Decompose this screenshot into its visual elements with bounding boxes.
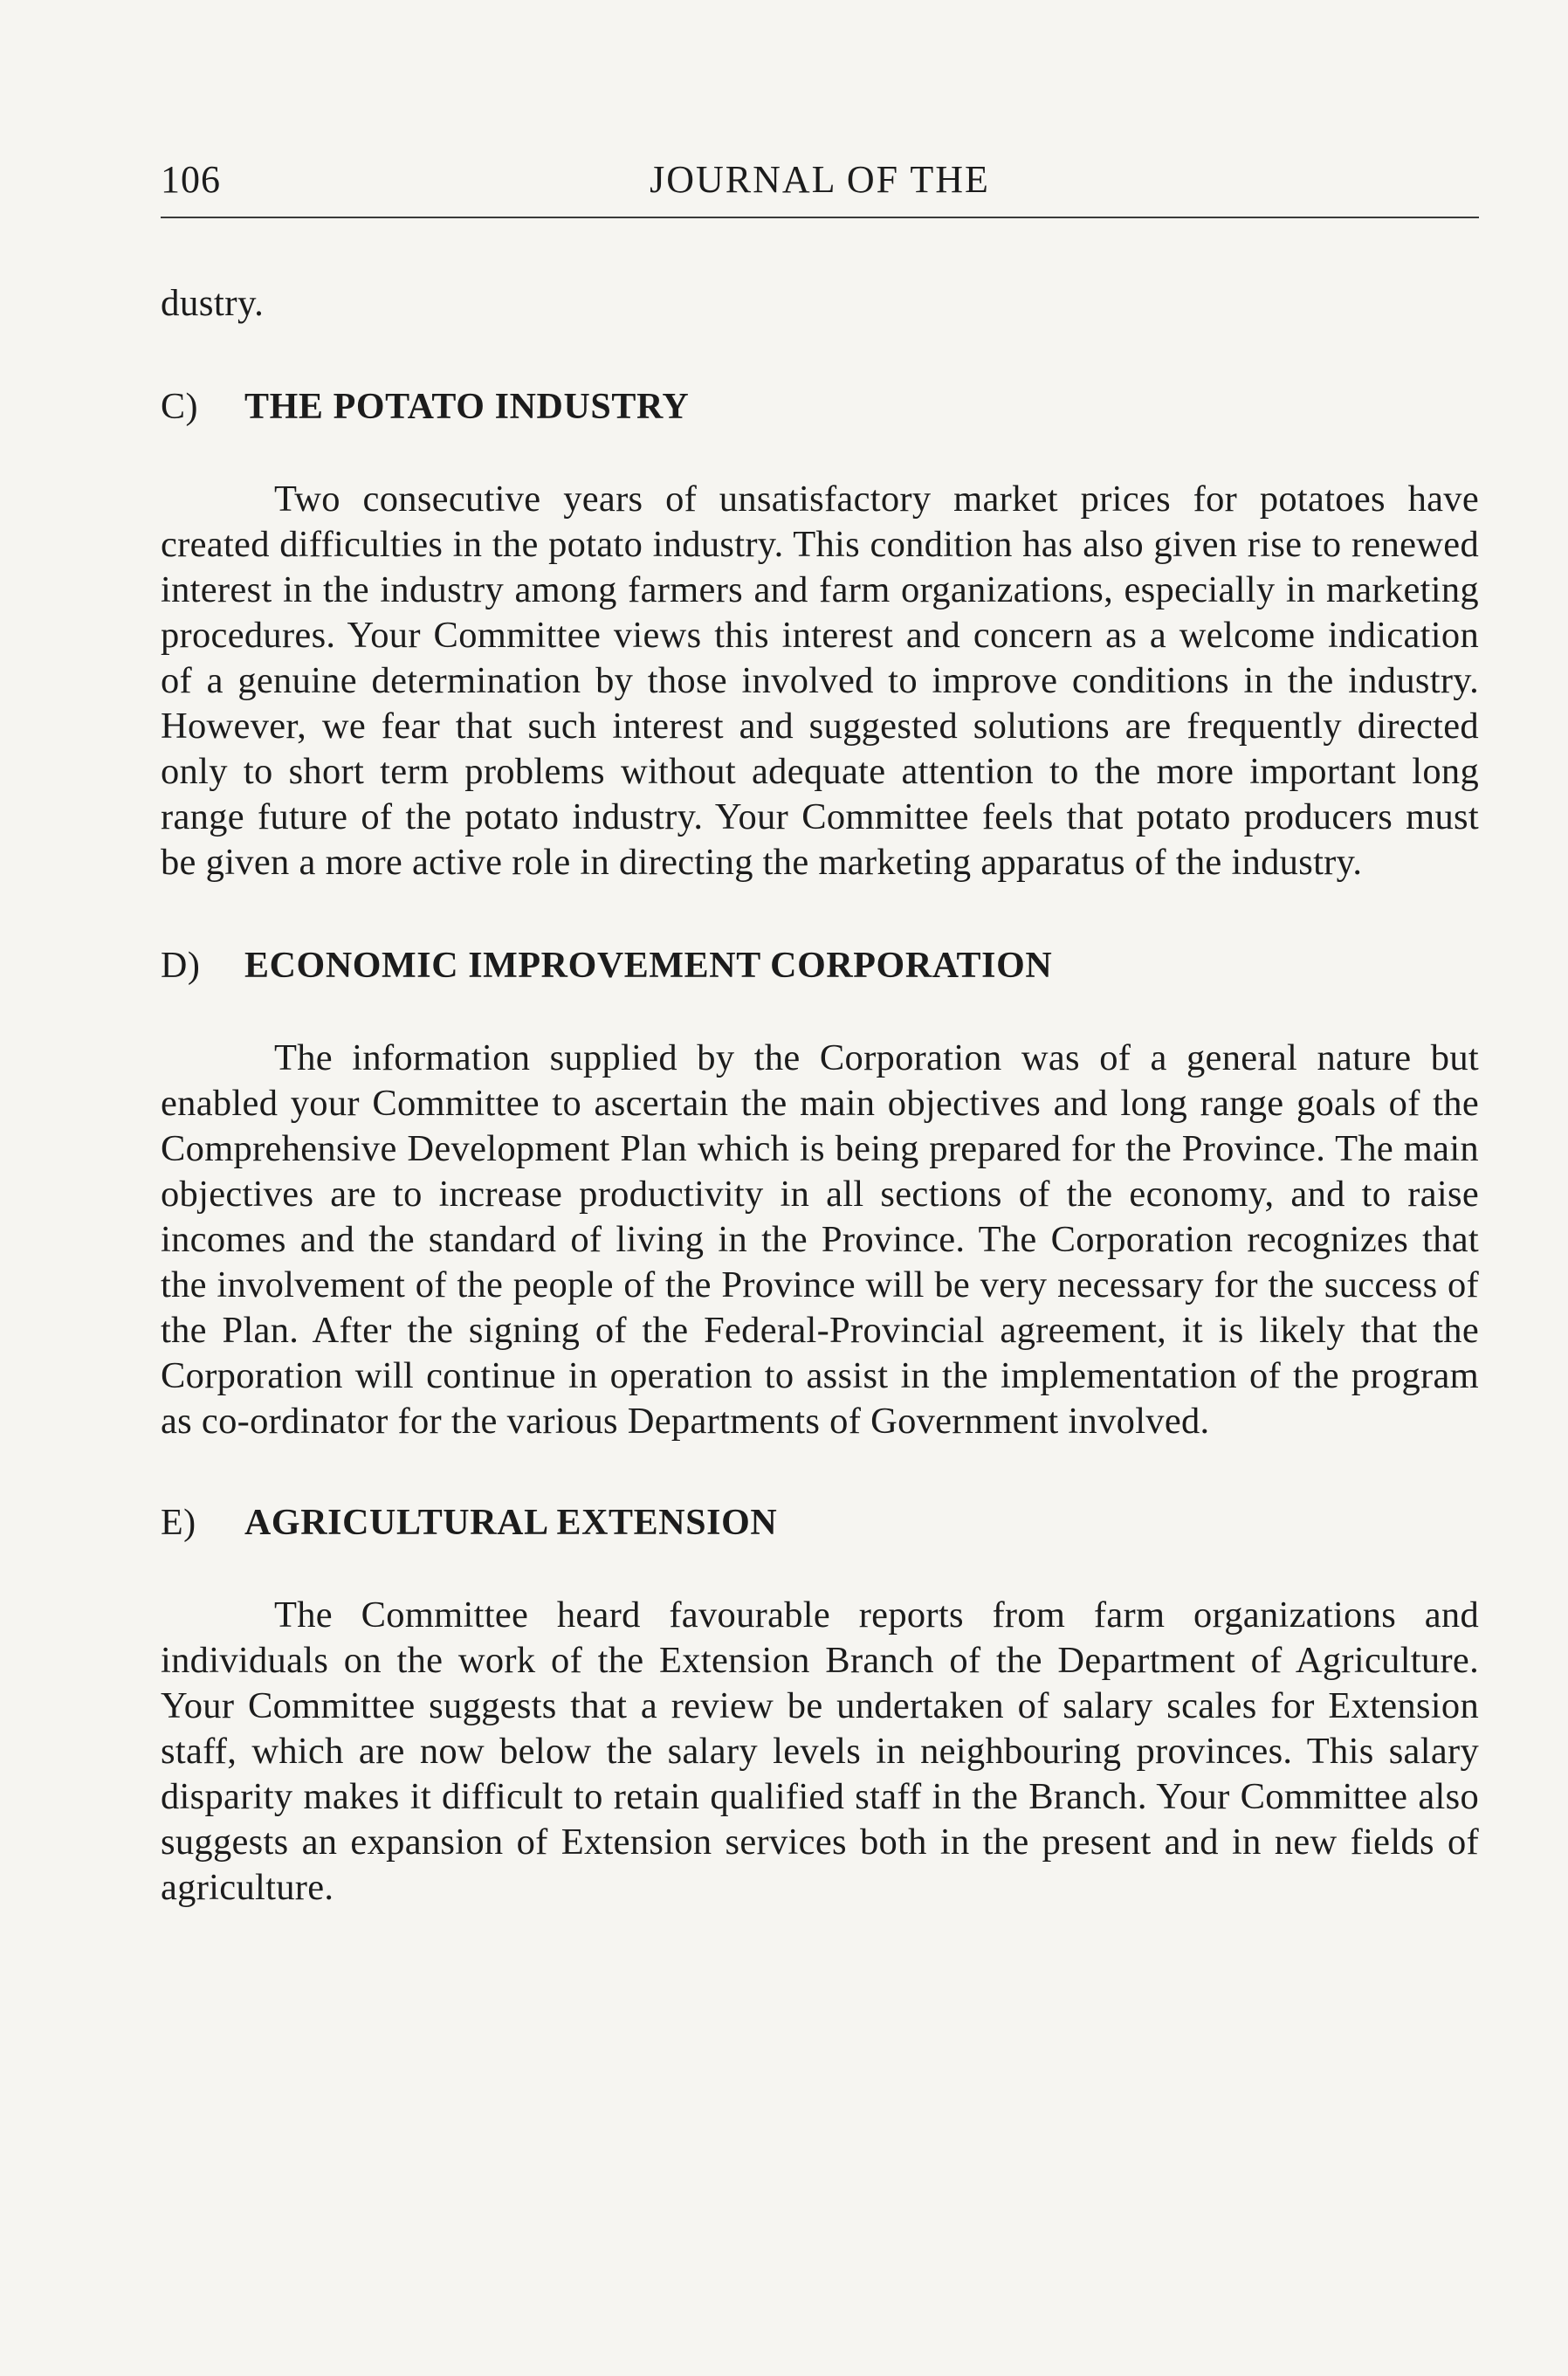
running-header [161,157,1479,210]
section-letter: C) [161,387,198,427]
section-title: AGRICULTURAL EXTENSION [244,1503,778,1543]
section-title: ECONOMIC IMPROVEMENT CORPORATION [244,946,1053,986]
section-agricultural-extension [161,1500,1479,1911]
section-title: THE POTATO INDUSTRY [244,387,690,427]
section-body: The information supplied by the Corporation was of a general nature but enabled your Committee to ascertain the main objectives and long range goals of the Comprehensive Development Plan which is being prepared for the Province. The main objectives are to increase productivity in all sections of the economy, and to raise incomes and the standard of living in the Province. The Corporation recognizes that the involvement of the people of the Province will be very necessary for the success of the Plan. After the signing of the Federal-Provincial agreement, it is likely that the Corporation will continue in operation to assist in the implementation of the program as co-ordinator for the various Departments of Government involved. [161,1037,1479,1442]
section-letter: D) [161,946,201,986]
section-letter: E) [161,1503,196,1543]
section-body: The Committee heard favourable reports from farm organizations and individuals on the work of the Extension Branch of the Department of Agriculture. Your Committee suggests that a review be undertaken of salary scales for Extension staff, which are now below the salary levels in neighbouring provinces. This salary disparity makes it difficult to retain qualified staff in the Branch. Your Committee also suggests an expansion of Extension services both in the present and in new fields of agriculture. [161,1594,1479,1908]
section-heading [161,943,1479,988]
page-number: 106 [161,158,221,201]
page-content [161,281,1479,1911]
section-economic-improvement-corporation [161,943,1479,1444]
section-potato-industry [161,384,1479,885]
section-heading [161,1500,1479,1546]
header-rule [161,217,1479,218]
journal-title: JOURNAL OF THE [650,158,990,201]
continuation-text: dustry. [161,283,265,324]
section-heading [161,384,1479,430]
section-body: Two consecutive years of unsatisfactory market prices for potatoes have created difficulties in the potato industry. This condition has also given rise to renewed interest in the industry among farmers and farm organizations, especially in marketing procedures. Your Committee views this interest and concern as a welcome indication of a genuine determination by those involved to improve conditions in the industry. However, we fear that such interest and suggested solutions are frequently directed only to short term problems without adequate attention to the more important long range future of the potato industry. Your Committee feels that potato producers must be given a more active role in directing the marketing apparatus of the industry. [161,479,1479,883]
document-page [161,0,1479,2376]
